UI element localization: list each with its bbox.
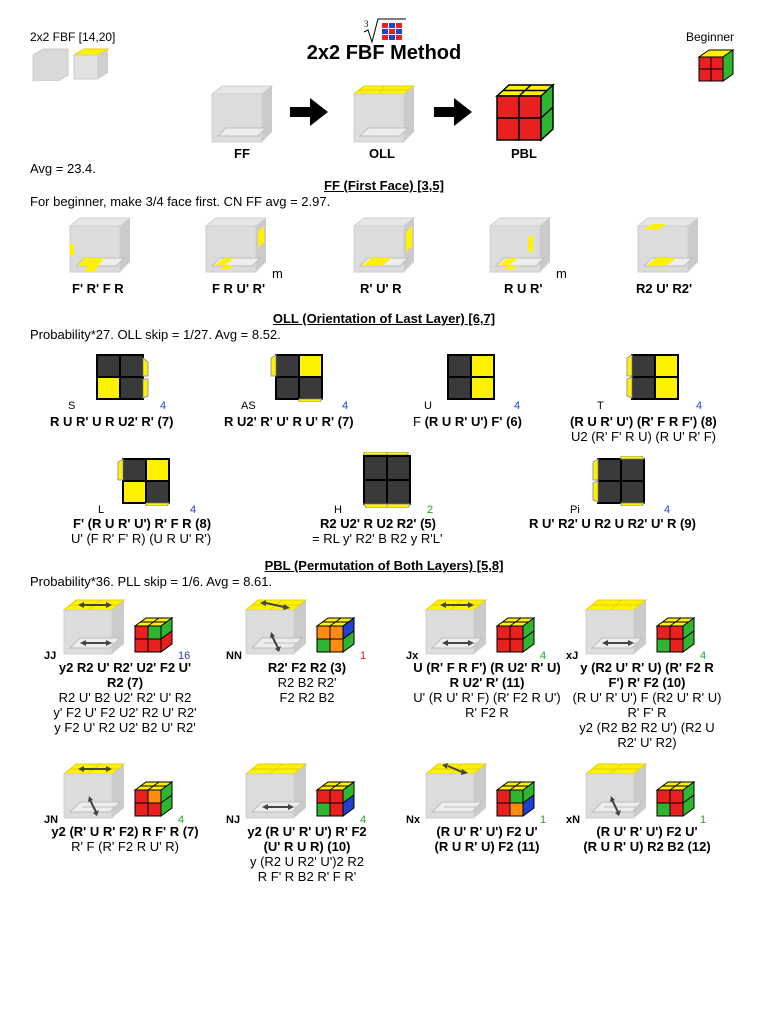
oll-description: Probability*27. OLL skip = 1/27. Avg = 8.52. [30, 327, 281, 342]
pbl-case-alg: y2 (R U' R' U') R' F2 [247, 824, 367, 839]
pbl-case-diagram [424, 760, 488, 820]
pbl-solved-cube-icon [314, 616, 356, 656]
oll-case-alt: U2 (R' F' R U) (R U' R' F) [571, 429, 716, 444]
pbl-case-name: Jx [406, 650, 419, 662]
pbl-case-alg: (U' R U R) (10) [263, 839, 351, 854]
pbl-description: Probability*36. PLL skip = 1/6. Avg = 8.61. [30, 574, 273, 589]
oll-case-alg: (R U R' U') (R' F R F') (8) [570, 414, 717, 429]
pbl-case-name: xN [566, 814, 581, 826]
pbl-case-alg: R2 (7) [106, 675, 144, 690]
pbl-case-name: JJ [44, 650, 57, 662]
oll-pi-diagram [592, 456, 648, 506]
oll-case-alg: R U' R2' U R2 U R2' U' R (9) [529, 516, 696, 531]
pbl-case-text [36, 660, 214, 735]
pbl-solved-cube-icon [314, 780, 356, 820]
ff-case-diagram [488, 216, 552, 274]
oll-case-count: 4 [160, 400, 167, 412]
pbl-case-alt: U' (R U' R' F) (R' F2 R U') [413, 690, 561, 705]
page-title: 2x2 FBF Method [306, 42, 462, 64]
ff-case-alg: R' U' R [360, 281, 402, 296]
oll-case-name: H [334, 504, 342, 516]
pbl-case-alt: y' F2 U' F2 U2' R2 U' R2' [53, 705, 197, 720]
oll-h-diagram [358, 452, 414, 508]
pbl-case-name: JN [44, 814, 59, 826]
pbl-case-count: 4 [360, 814, 367, 826]
ff-case-diagram [352, 216, 416, 274]
pbl-case-alg: y2 (R' U R' F2) R F' R (7) [51, 824, 199, 839]
pbl-case-count: 4 [540, 650, 547, 662]
pbl-case-alg: R U2' R' (11) [449, 675, 525, 690]
pbl-solved-cube-icon [132, 616, 174, 656]
pbl-case-diagram [584, 760, 648, 820]
pbl-case-count: 4 [178, 814, 185, 826]
pbl-case-count: 4 [700, 650, 707, 662]
ff-case-alg: R U R' [504, 281, 543, 296]
oll-case-name: U [424, 400, 432, 412]
pbl-case-alg: R2' F2 R2 (3) [267, 660, 347, 675]
ff-description: For beginner, make 3/4 face first. CN FF avg = 2.97. [30, 194, 331, 209]
oll-case-name: T [597, 400, 604, 412]
pbl-case-name: Nx [406, 814, 421, 826]
oll-case-count: 4 [664, 504, 671, 516]
pbl-case-diagram [244, 760, 308, 820]
ff-case-alg: R2 U' R2' [636, 281, 693, 296]
oll-t-diagram [626, 352, 682, 402]
ff-case-diagram [636, 216, 700, 274]
pbl-case-alt: R2 B2 R2' [277, 675, 337, 690]
pbl-case-diagram [62, 596, 126, 656]
pbl-case-text [36, 824, 214, 854]
pbl-case-count: 1 [700, 814, 707, 826]
pbl-case-count: 1 [540, 814, 547, 826]
oll-case-alt: U' (F R' F' R) (U R U' R') [71, 531, 212, 546]
pbl-case-alg: (R U' R' U') F2 U' [596, 824, 698, 839]
pbl-case-alt: R' F2 R [465, 705, 509, 720]
oll-case-count: 4 [342, 400, 349, 412]
pbl-case-count: 1 [360, 650, 367, 662]
pbl-case-alg: (R U R' U) R2 B2 (12) [583, 839, 711, 854]
pbl-case-alt: (R U' R' U') F (R2 U' R' U) [572, 690, 722, 705]
svg-text:3: 3 [364, 19, 369, 29]
oll-step-cube [352, 84, 416, 144]
pbl-case-alt: R2 U' B2 U2' R2' U' R2 [58, 690, 192, 705]
pbl-case-alg: y (R2 U' R' U) (R' F2 R [580, 660, 714, 675]
oll-case-name: Pi [570, 504, 580, 516]
oll-l-diagram [117, 456, 173, 506]
pbl-solved-cube-icon [494, 780, 536, 820]
oll-case-alg: F' (R U R' U') R' F R (8) [73, 516, 212, 531]
arrow-right-icon [434, 98, 472, 126]
ff-case-diagram [68, 216, 132, 274]
beginner-cube-icon [696, 48, 736, 84]
oll-s-diagram [94, 352, 150, 402]
cube-root-logo-icon [362, 16, 408, 44]
oll-case-count: 4 [190, 504, 197, 516]
pbl-case-name: xJ [566, 650, 579, 662]
arrow-right-icon [290, 98, 328, 126]
header-mini-cubes-icon [30, 45, 114, 81]
pbl-solved-cube-icon [494, 616, 536, 656]
pbl-case-alt: F2 R2 B2 [279, 690, 335, 705]
pbl-case-name: NN [226, 650, 242, 662]
pbl-case-text [218, 824, 396, 884]
header-label: 2x2 FBF [14,20] [30, 30, 116, 44]
oll-case-alg: R2 U2' R U2 R2' (5) [320, 516, 436, 531]
pbl-step-cube [494, 82, 556, 144]
oll-case-alg: F (R U R' U') F' (6) [413, 414, 522, 429]
pbl-case-text [558, 660, 736, 750]
oll-case-name: AS [241, 400, 256, 412]
level-label: Beginner [686, 30, 735, 44]
pbl-case-diagram [584, 596, 648, 656]
oll-case-count: 4 [514, 400, 521, 412]
oll-as-diagram [270, 352, 326, 402]
ff-case-diagram [204, 216, 268, 274]
pbl-case-diagram [62, 760, 126, 820]
oll-case-alt: = RL y' R2' B R2 y R'L' [312, 531, 443, 546]
pbl-case-alg: y2 R2 U' R2' U2' F2 U' [58, 660, 192, 675]
ff-case-alg: F' R' F R [72, 281, 124, 296]
pbl-case-text [218, 660, 396, 705]
pbl-case-alg: (R U' R' U') F2 U' [436, 824, 538, 839]
pbl-case-diagram [244, 596, 308, 656]
pbl-case-alt: y2 (R2 B2 R2 U') (R2 U [579, 720, 715, 735]
step-pbl-label: PBL [511, 146, 537, 161]
pbl-case-alt: R' F' R [627, 705, 667, 720]
oll-case-alg: R U R' U R U2' R' (7) [50, 414, 174, 429]
step-oll-label: OLL [369, 146, 395, 161]
oll-case-name: L [98, 504, 105, 516]
pbl-case-diagram [424, 596, 488, 656]
pbl-case-name: NJ [226, 814, 241, 826]
pbl-case-text [558, 824, 736, 854]
pbl-case-alt: R F' R B2 R' F R' [257, 869, 357, 884]
avg-text: Avg = 23.4. [30, 161, 96, 176]
oll-case-name: S [68, 400, 76, 412]
oll-case-count: 4 [696, 400, 703, 412]
pbl-case-alt: y (R2 U R2' U')2 R2 [249, 854, 365, 869]
pbl-case-alt: y F2 U' R2 U2' B2 U' R2' [54, 720, 196, 735]
pbl-solved-cube-icon [132, 780, 174, 820]
ff-case-alg: F R U' R' [212, 281, 266, 296]
pbl-case-text [398, 824, 576, 854]
pbl-case-count: 16 [178, 650, 191, 662]
ff-heading: FF (First Face) [3,5] [324, 178, 444, 193]
oll-case-count: 2 [427, 504, 434, 516]
ff-mirror-mark: m [272, 266, 283, 281]
pbl-case-alt: R2' U' R2) [617, 735, 677, 750]
pbl-solved-cube-icon [654, 616, 696, 656]
pbl-case-alg: U (R' F R F') (R U2' R' U) [413, 660, 561, 675]
pbl-case-text [398, 660, 576, 720]
pbl-case-alt: R' F (R' F2 R U' R) [71, 839, 179, 854]
ff-mirror-mark: m [556, 266, 567, 281]
oll-case-alg: R U2' R' U' R U' R' (7) [224, 414, 354, 429]
pbl-case-alg: F') R' F2 (10) [608, 675, 686, 690]
ff-step-cube [210, 84, 274, 144]
step-ff-label: FF [234, 146, 250, 161]
pbl-case-alg: (R U R' U) F2 (11) [434, 839, 540, 854]
oll-u-diagram [445, 352, 497, 402]
oll-heading: OLL (Orientation of Last Layer) [6,7] [272, 311, 496, 326]
pbl-heading: PBL (Permutation of Both Layers) [5,8] [264, 558, 504, 573]
pbl-solved-cube-icon [654, 780, 696, 820]
